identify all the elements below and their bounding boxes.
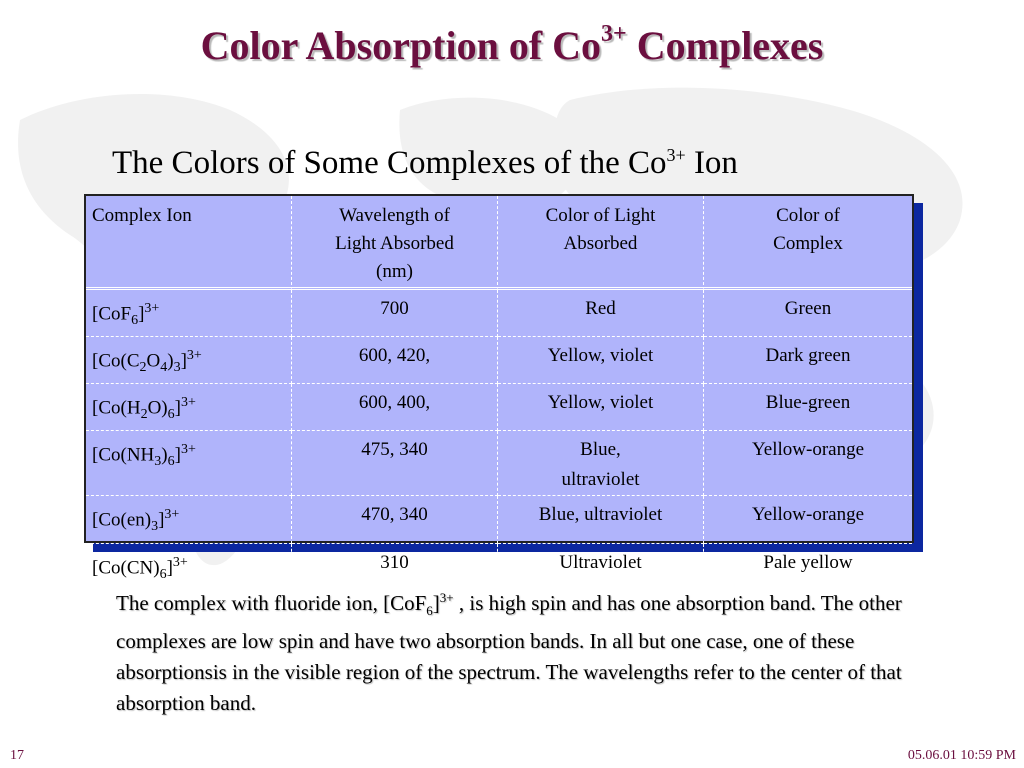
- table-row: [86, 290, 912, 337]
- table-row: [86, 384, 912, 431]
- complex-color-value: Green: [704, 290, 912, 337]
- header-complex-ion: Complex Ion: [86, 196, 292, 290]
- table-caption: The Colors of Some Complexes of the $Co^{3+}$ Ion: [112, 145, 738, 181]
- complex-formula: $[Co(en)_3]^{3+}$: [86, 496, 292, 543]
- light-color-value: Blue, ultraviolet: [498, 496, 704, 543]
- wavelength-value: 600, 400,: [292, 384, 498, 431]
- colors-table: [84, 194, 914, 582]
- complex-color-value: Pale yellow: [763, 551, 853, 573]
- wavelength-value: 470, 340: [292, 496, 498, 543]
- complex-color-value: Yellow-orange: [704, 431, 912, 496]
- light-color-value: Red: [498, 290, 704, 337]
- explanation-paragraph: The complex with fluoride ion, $[CoF_6]^{3+}$ , is high spin and has one absorption band. The other complexes are low spin and have two absorption bands. In all but one case, one of these absorptionsis in the visible region of the spectrum. The wavelengths refer to the center of that absorption band.: [116, 590, 902, 716]
- table-row: [86, 496, 912, 543]
- wavelength-value: 700: [292, 290, 498, 337]
- slide-timestamp: 05.06.01 10:59 PM: [907, 748, 1016, 763]
- header-complex-color: Color of Complex: [704, 196, 912, 290]
- complex-formula: $[Co(NH_3)_6]^{3+}$: [86, 431, 292, 496]
- wavelength-value: 310: [292, 544, 498, 590]
- light-color-value: Blue, ultraviolet: [498, 431, 704, 496]
- complex-color-value: Blue-green: [704, 384, 912, 431]
- complex-formula: $[Co(H_2O)_6]^{3+}$: [86, 384, 292, 431]
- wavelength-value: 475, 340: [292, 431, 498, 496]
- slide-title: Color Absorption of $Co^{3+}$ Complexes: [200, 20, 824, 68]
- complex-formula: $[CoF_6]^{3+}$: [86, 290, 292, 337]
- light-color-value: Yellow, violet: [498, 384, 704, 431]
- complex-color-value: Dark green: [704, 337, 912, 384]
- light-color-value: Yellow, violet: [498, 337, 704, 384]
- table-header-row: [86, 196, 912, 290]
- light-color-value: Ultraviolet: [498, 544, 704, 590]
- header-wavelength: Wavelength of Light Absorbed (nm): [292, 196, 498, 290]
- complex-color-value: Yellow-orange: [704, 496, 912, 543]
- table-row: [86, 337, 912, 384]
- table-row: [86, 431, 912, 496]
- complex-formula: $[Co(CN)_6]^{3+}$: [86, 544, 292, 590]
- complex-formula: $[Co(C_2O_4)_3]^{3+}$: [86, 337, 292, 384]
- header-light-color: Color of Light Absorbed: [498, 196, 704, 290]
- slide-number: 17: [10, 748, 24, 763]
- wavelength-value: 600, 420,: [292, 337, 498, 384]
